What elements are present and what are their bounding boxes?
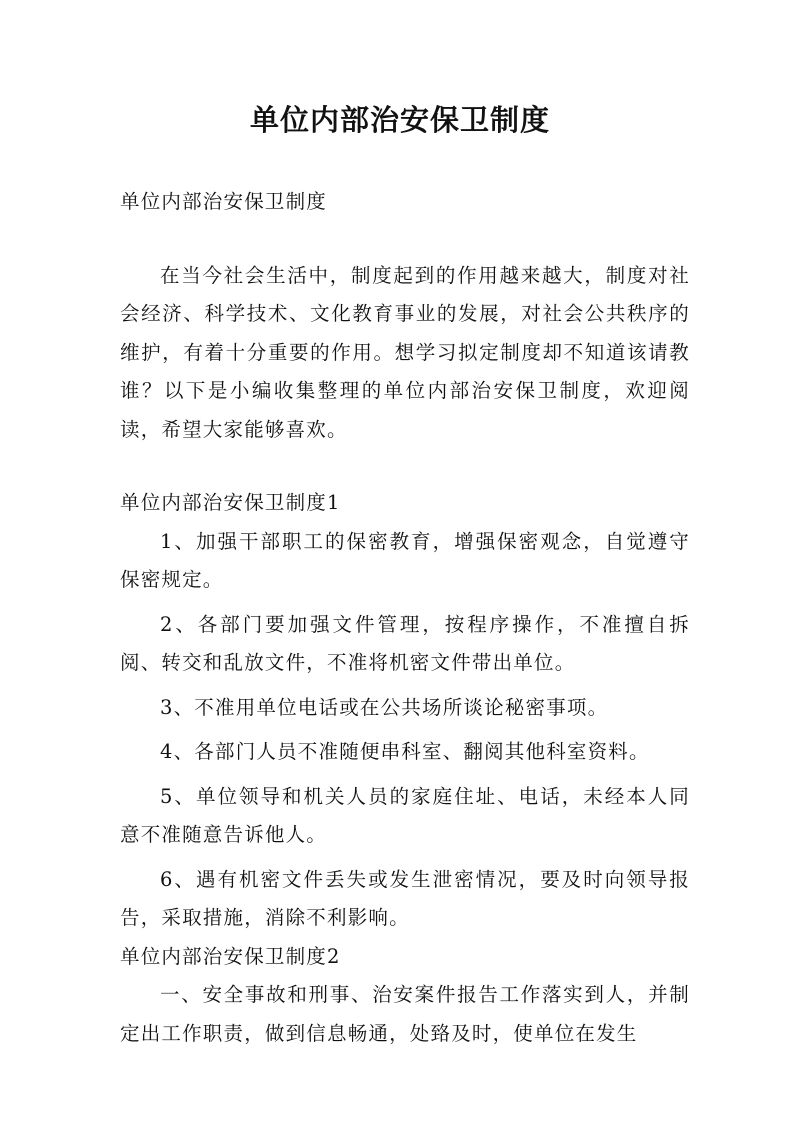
section-1-item: 2、各部门要加强文件管理，按程序操作，不准擅自拆阅、转交和乱放文件，不准将机密文件带出单位。	[120, 612, 690, 674]
document-subtitle: 单位内部治安保卫制度	[120, 190, 328, 213]
section-1-item: 1、加强干部职工的保密教育，增强保密观念，自觉遵守保密规定。	[120, 529, 690, 591]
document-body	[120, 183, 690, 1053]
section-1-heading: 单位内部治安保卫制度1	[120, 491, 341, 514]
section-1-item: 5、单位领导和机关人员的家庭住址、电话，未经本人同意不准随意告诉他人。	[120, 784, 690, 846]
section-1-item: 4、各部门人员不准随便串科室、翻阅其他科室资料。	[160, 740, 650, 763]
document-title: 单位内部治安保卫制度	[249, 103, 550, 137]
section-2-heading: 单位内部治安保卫制度2	[120, 944, 341, 968]
section-2-item: 一、安全事故和刑事、治安案件报告工作落实到人，并制定出工作职责，做到信息畅通，处臵及时，使单位在发生	[120, 983, 690, 1045]
section-1-item: 6、遇有机密文件丢失或发生泄密情况，要及时向领导报告，采取措施，消除不利影响。	[120, 867, 690, 929]
intro-paragraph: 在当今社会生活中，制度起到的作用越来越大，制度对社会经济、科学技术、文化教育事业的发展，对社会公共秩序的维护，有着十分重要的作用。想学习拟定制度却不知道该请教谁？以下是小编收集整理的单位内部治安保卫制度，欢迎阅读，希望大家能够喜欢。	[120, 263, 690, 441]
section-1-item: 3、不准用单位电话或在公共场所谈论秘密事项。	[160, 695, 609, 719]
